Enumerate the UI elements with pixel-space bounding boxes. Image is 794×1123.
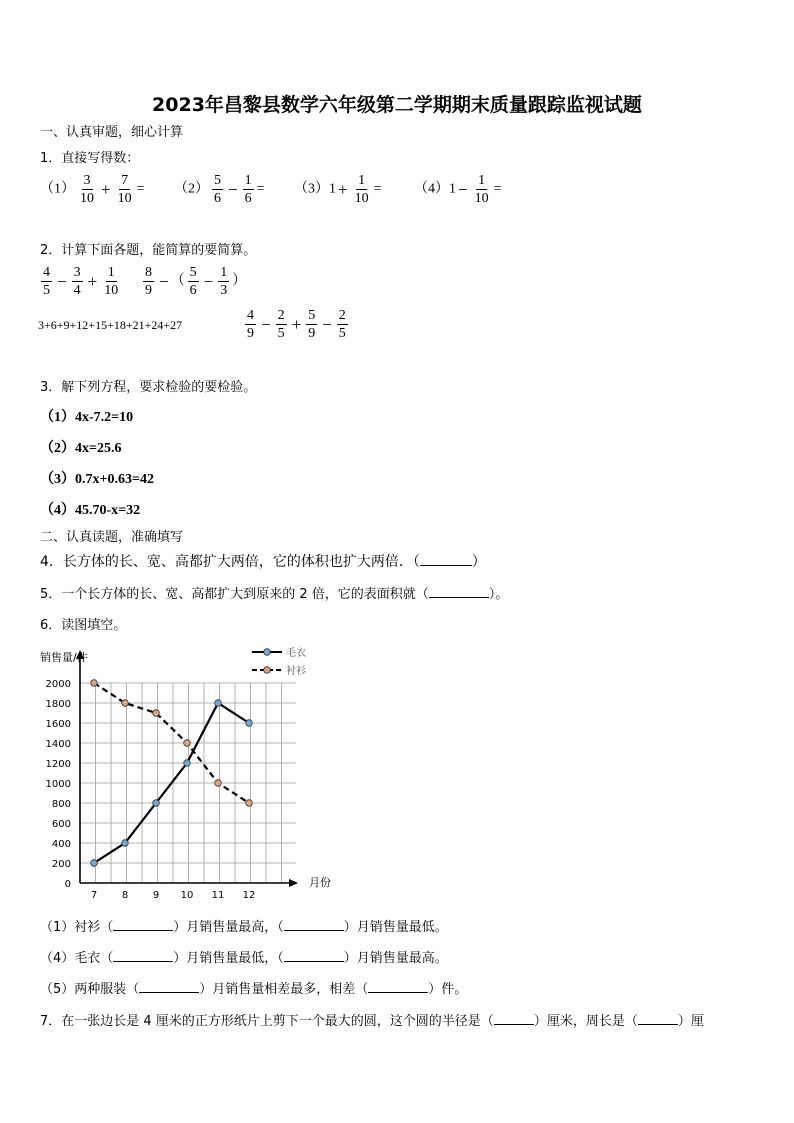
answer-blank[interactable] (494, 1012, 534, 1025)
question-5: 5．一个长方体的长、宽、高都扩大到原来的 2 倍，它的表面积就（ ）。 (40, 587, 509, 602)
y-tick-label: 1000 (45, 779, 71, 790)
legend-marker (264, 667, 271, 674)
y-tick-label: 2000 (45, 679, 71, 690)
fraction: $\frac{3}{4}$ (73, 265, 81, 298)
legend-marker (264, 649, 271, 656)
x-tick-label: 12 (242, 890, 256, 901)
question-2-label: 2．计算下面各题，能简算的要简算。 (40, 243, 257, 258)
x-tick-label: 9 (152, 890, 160, 901)
question-3-label: 3．解下列方程，要求检验的要检验。 (40, 380, 257, 395)
q2-expression-4: $\frac{4}{9}$ − $\frac{2}{5}$ + $\frac{5}{9}$ − $\frac{2}{5}$ (247, 308, 346, 341)
y-axis-label: 销售量/件 (40, 651, 88, 664)
y-tick-label: 600 (51, 819, 71, 830)
x-axis-arrow (289, 879, 298, 887)
legend-label: 毛衣 (286, 648, 306, 659)
answer-blank[interactable] (638, 1012, 678, 1025)
q1-item-4: （4）1 − $\frac{1}{10}$ = (414, 173, 502, 206)
q1-item-3: （3）1 + $\frac{1}{10}$ = (294, 173, 382, 206)
data-point (122, 700, 129, 707)
chart-series (91, 680, 253, 867)
fraction: $\frac{8}{9}$ (145, 265, 152, 298)
fraction: $\frac{3}{10}$ (80, 173, 94, 206)
fraction: $\frac{2}{5}$ (277, 308, 285, 341)
q2-expression-1: $\frac{4}{5}$ − $\frac{3}{4}$ + $\frac{1}{10}$ (43, 265, 119, 298)
y-tick-label: 800 (51, 799, 71, 810)
question-1-label: 1．直接写得数： (40, 151, 140, 166)
data-point (184, 760, 191, 767)
question-6-label: 6．读图填空。 (40, 618, 127, 633)
q1-item-1: （1） $\frac{3}{10}$ + $\frac{7}{10}$ = (40, 173, 145, 206)
fraction: $\frac{5}{6}$ (214, 173, 221, 206)
chart-legend (252, 646, 306, 677)
y-tick-label: 1200 (45, 759, 71, 770)
chart-axes (76, 650, 298, 887)
q1-item-2: （2） $\frac{5}{6}$ − $\frac{1}{6}$ = (174, 173, 265, 206)
y-tick-label: 200 (51, 859, 71, 870)
y-tick-label: 1400 (45, 739, 71, 750)
data-point (184, 740, 191, 747)
q6-sub-2: （4）毛衣（ ）月销售量最低，（ ）月销售量最高。 (40, 951, 448, 966)
equation-1: （1）4x-7.2=10 (40, 410, 134, 425)
chart-grid (80, 683, 296, 883)
y-tick-label: 400 (51, 839, 71, 850)
answer-blank[interactable] (284, 918, 344, 931)
sales-line-chart (30, 640, 350, 901)
fraction: $\frac{5}{9}$ (308, 308, 316, 341)
data-point (91, 860, 98, 867)
y-tick-label: 1600 (45, 719, 71, 730)
q2-expression-2: $\frac{8}{9}$ − （ $\frac{5}{6}$ − $\frac{1}{3}$ ） (145, 265, 247, 298)
y-tick-label: 0 (64, 879, 71, 890)
data-point (153, 800, 160, 807)
item-number: （3） (294, 181, 329, 197)
fraction: $\frac{1}{6}$ (244, 173, 252, 206)
answer-blank[interactable] (284, 949, 344, 962)
question-7: 7．在一张边长是 4 厘米的正方形纸片上剪下一个最大的圆，这个圆的半径是（ ）厘米，周长是（ ）厘 (40, 1014, 704, 1029)
data-point (246, 720, 253, 727)
fraction: $\frac{5}{6}$ (189, 265, 197, 298)
page-title: 2023年昌黎县数学六年级第二学期期末质量跟踪监视试题 (152, 94, 642, 116)
item-number: （2） (174, 181, 209, 197)
data-point (246, 800, 253, 807)
section-heading-1: 一、认真审题，细心计算 (40, 125, 184, 140)
x-axis-label: 月份 (309, 876, 331, 889)
equation-3: （3）0.7x+0.63=42 (40, 472, 154, 487)
y-tick-label: 1800 (45, 699, 71, 710)
equation-4: （4）45.70-x=32 (40, 503, 141, 518)
fraction: $\frac{1}{10}$ (104, 265, 119, 298)
answer-blank[interactable] (429, 585, 489, 598)
fraction: $\frac{4}{9}$ (247, 308, 254, 341)
answer-blank[interactable] (113, 918, 173, 931)
x-tick-label: 8 (121, 890, 129, 901)
x-tick-label: 11 (211, 890, 225, 901)
question-4: 4．长方体的长、宽、高都扩大两倍，它的体积也扩大两倍．（ ） (40, 554, 486, 570)
section-heading-2: 二、认真读题，准确填写 (40, 530, 184, 545)
answer-blank[interactable] (368, 980, 428, 993)
item-number: （1） (40, 181, 75, 197)
x-tick-label: 7 (90, 890, 98, 901)
data-point (215, 700, 222, 707)
fraction: $\frac{2}{5}$ (338, 308, 346, 341)
equation-2: （2）4x=25.6 (40, 441, 122, 456)
q6-sub-1: （1）衬衫（ ）月销售量最高，（ ）月销售量最低。 (40, 920, 448, 935)
data-point (91, 680, 98, 687)
data-point (122, 840, 129, 847)
answer-blank[interactable] (113, 949, 173, 962)
legend-label: 衬衫 (286, 666, 306, 677)
fraction: $\frac{4}{5}$ (43, 265, 50, 298)
answer-blank[interactable] (420, 553, 472, 566)
q2-expression-3: 3+6+9+12+15+18+21+24+27 (38, 318, 183, 332)
fraction: $\frac{1}{10}$ (354, 173, 369, 206)
answer-blank[interactable] (139, 980, 199, 993)
fraction: $\frac{7}{10}$ (117, 173, 132, 206)
data-point (215, 780, 222, 787)
x-tick-label: 10 (180, 890, 194, 901)
item-number: （4） (414, 181, 449, 197)
q6-sub-3: （5）两种服装（ ）月销售量相差最多，相差（ ）件。 (40, 982, 468, 997)
fraction: $\frac{1}{10}$ (474, 173, 489, 206)
fraction: $\frac{1}{3}$ (220, 265, 228, 298)
data-point (153, 710, 160, 717)
